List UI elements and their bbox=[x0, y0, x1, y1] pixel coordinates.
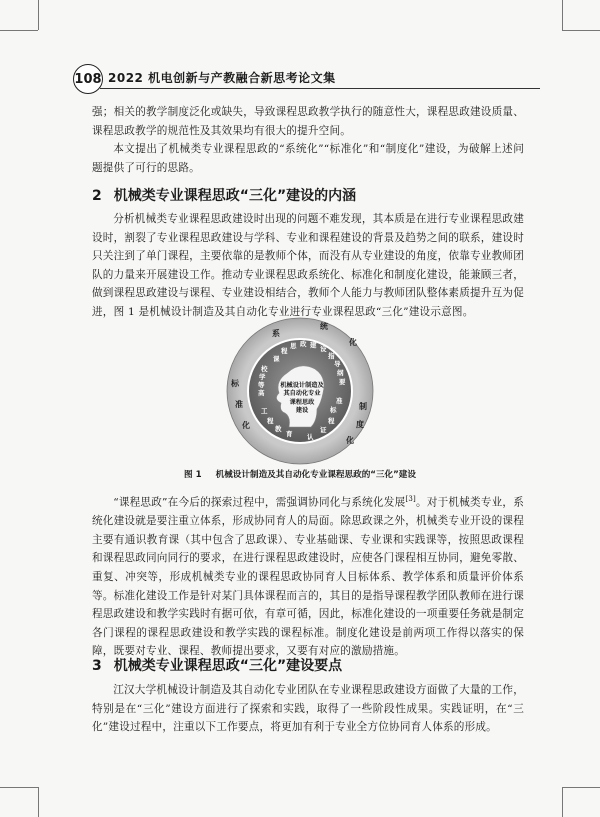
section-number: 2 bbox=[92, 188, 102, 204]
crop-mark bbox=[38, 787, 39, 817]
outer-ring-char: 化 bbox=[242, 421, 250, 430]
running-title: 2022 机电创新与产教融合新思考论文集 bbox=[108, 71, 336, 85]
left-lower-char: 工 bbox=[261, 407, 268, 415]
paragraph-5: 江汉大学机械设计制造及其自动化专业团队在专业课程思政建设方面做了大量的工作，特别是在“三化”建设方面进行了探索和实践，取得了一些阶段性成果。实践证明，在“三化”建设过程中，注重以下工作要点，将更加有利于专业全方位协同育人体系的形成。 bbox=[92, 684, 524, 734]
center-text: 机械设计制造及 bbox=[280, 382, 324, 389]
middle-ring-char: 课 bbox=[273, 355, 280, 363]
paragraph-4-text: “课程思政”在今后的探索过程中，需强调协同化与系统化发展 bbox=[113, 496, 406, 509]
middle-ring-char: 要 bbox=[339, 378, 346, 386]
left-mid-char: 高 bbox=[258, 389, 265, 397]
left-mid-char: 学 bbox=[259, 373, 266, 381]
section-2-heading bbox=[92, 185, 356, 205]
citation: [3] bbox=[405, 495, 416, 503]
middle-ring-char: 政 bbox=[300, 340, 307, 348]
middle-ring-char: 建 bbox=[310, 341, 317, 349]
section-number: 3 bbox=[92, 658, 102, 674]
outer-ring-char: 制 bbox=[359, 402, 367, 411]
paragraph-1: 强；相关的教学制度泛化或缺失，导致课程思政教学执行的随意性大，课程思政建设质量、课程思政教学的规范性及其效果均有很大的提升空间。 bbox=[92, 106, 524, 137]
figure-number: 图 1 bbox=[184, 470, 202, 480]
crop-mark bbox=[562, 30, 600, 31]
right-lower-char: 准 bbox=[336, 397, 343, 405]
paragraph-4-text-cont: 。对于机械类专业，系统化建设就是要注重立体系，形成协同育人的局面。除思政课之外，机械类专业开设的课程主要有通识教育课（其中包含了思政课）、专业基础课、专业课和实践课等，按照思政课程和课程思政同向同行的要求，在进行课程思政建设时，应使各门课程相互协同，避免零散、重复、冲突等，形成机械类专业的课程思政协同育人目标体系、教学体系和质量评价体系等。标准化建设工作是针对某门具体课程而言的，其目的是指导课程教学团队教师在进行课程思政建设和教学实践时有据可依，有章可循，因此，标准化建设的一项重要任务就是制定各门课程的课程思政建设和教学实践的课程标准。制度化建设是前两项工作得以落实的保障，既要对专业、课程、教师提出要求，又要有对应的激励措施。 bbox=[92, 496, 525, 658]
crop-mark bbox=[562, 787, 600, 788]
right-lower-char: 证 bbox=[320, 426, 327, 434]
figure-caption-text: 机械设计制造及其自动化专业课程思政的“三化”建设 bbox=[215, 470, 416, 480]
outer-ring-char: 化 bbox=[346, 436, 354, 445]
center-text: 课程思政 bbox=[289, 399, 315, 406]
middle-ring-char: 思 bbox=[290, 342, 297, 350]
right-lower-char: 标 bbox=[330, 406, 337, 414]
crop-mark bbox=[38, 0, 39, 30]
section-3-heading bbox=[92, 655, 342, 675]
outer-ring-char: 标 bbox=[231, 379, 239, 388]
page-number-badge bbox=[73, 64, 103, 94]
crop-mark bbox=[0, 30, 38, 31]
right-lower-char: 程 bbox=[328, 417, 335, 425]
outer-ring-char: 系 bbox=[272, 329, 280, 338]
outer-ring-char: 统 bbox=[320, 322, 328, 331]
left-lower-char: 育 bbox=[286, 430, 293, 438]
middle-ring-char: 设 bbox=[320, 345, 327, 353]
page-number: 108 bbox=[74, 71, 102, 87]
outer-ring-char: 化 bbox=[349, 338, 357, 347]
center-text: 建设 bbox=[295, 407, 309, 414]
crop-mark bbox=[562, 787, 563, 817]
paragraph-2: 本文提出了机械类专业课程思政的“系统化”“标准化”和“制度化”建设，为破解上述问题提供了可行的思路。 bbox=[92, 143, 524, 174]
middle-ring-char: 指 bbox=[328, 352, 335, 360]
crop-mark bbox=[562, 0, 563, 30]
section-title: 机械类专业课程思政“三化”建设的内涵 bbox=[113, 188, 357, 204]
middle-ring-char: 导 bbox=[334, 360, 341, 368]
center-text: 其自动化专业 bbox=[283, 390, 321, 397]
figure-diagram bbox=[225, 317, 375, 465]
left-mid-char: 校 bbox=[261, 365, 268, 373]
left-lower-char: 教 bbox=[275, 425, 282, 433]
paragraph-3: 分析机械类专业课程思政建设时出现的问题不难发现，其本质是在进行专业课程思政建设时，割裂了专业课程思政建设与学科、专业和课程建设的背景及趋势之间的联系，建设时只关注到了单门课程，主要依靠的是教师个体，而没有从专业建设的角度，依靠专业教师团队的力量来开展建设工作。推动专业课程思政系统化、标准化和制度化建设，能兼顾三者，做到课程思政建设与课程、专业建设相结合，教师个人能力与教师团队整体素质提升互为促进，图 1 是机械设计制造及其自动化专业进行专业课程思政“三化”建设示意图。 bbox=[92, 213, 524, 318]
middle-ring-char: 程 bbox=[281, 347, 288, 355]
crop-mark bbox=[0, 787, 38, 788]
left-lower-char: 程 bbox=[267, 417, 274, 425]
section-title: 机械类专业课程思政“三化”建设要点 bbox=[113, 658, 343, 674]
figure-caption bbox=[0, 468, 600, 480]
left-mid-char: 等 bbox=[258, 381, 265, 389]
header-rule bbox=[100, 88, 540, 89]
outer-ring-char: 准 bbox=[235, 400, 243, 409]
outer-ring-char: 度 bbox=[356, 420, 364, 429]
bottom-char: 认 bbox=[307, 433, 314, 441]
middle-ring-char: 纲 bbox=[337, 369, 344, 377]
paragraph-4 bbox=[92, 490, 524, 661]
